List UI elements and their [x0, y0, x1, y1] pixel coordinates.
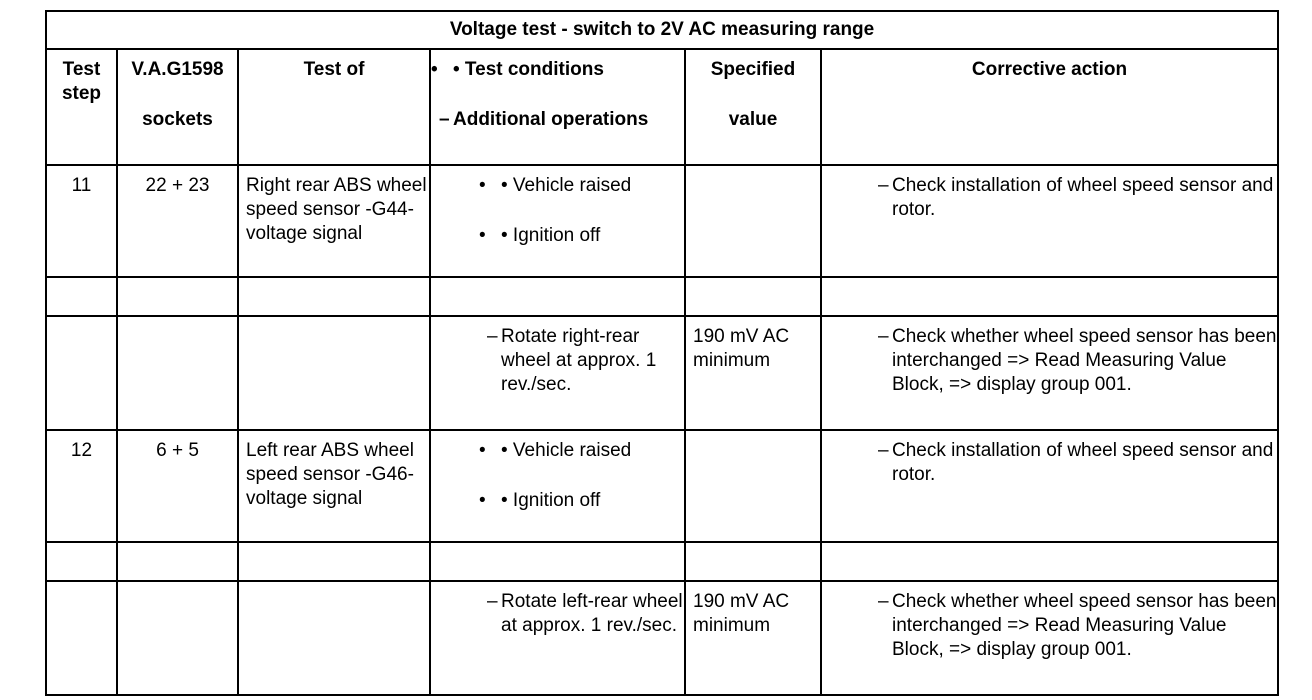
dash-icon: – [878, 440, 889, 461]
corrective-cell [821, 430, 1278, 542]
operation-text: Rotate right-rear wheel at approx. 1 rev./sec. [501, 326, 657, 395]
empty-cell [238, 581, 430, 695]
dash-icon: – [878, 591, 889, 612]
empty-cell [821, 277, 1278, 316]
header-sockets-line1: V.A.G1598 [131, 59, 224, 80]
empty-cell [821, 542, 1278, 581]
dash-icon: – [878, 326, 889, 347]
empty-cell [117, 277, 238, 316]
operation-cell [430, 581, 685, 695]
bullet-icon: • [479, 225, 486, 246]
header-test-of-label: Test of [303, 59, 365, 80]
condition-item: • Vehicle raised [501, 175, 632, 196]
conditions-cell [430, 165, 685, 277]
conditions-cell [430, 430, 685, 542]
specified-value-cell: 190 mV AC minimum [685, 581, 821, 695]
title-row [46, 11, 1278, 49]
header-corrective [821, 49, 1278, 165]
corrective-text: Check whether wheel speed sensor has been interchanged => Read Measuring Value Block, => display group 001. [892, 326, 1277, 395]
dash-icon: – [439, 109, 450, 130]
corrective-cell [821, 316, 1278, 430]
table-row [46, 165, 1278, 277]
spacer-row [46, 542, 1278, 581]
header-test-of [238, 49, 430, 165]
dash-icon: – [878, 175, 889, 196]
empty-cell [430, 277, 685, 316]
header-specified-line1: Specified [710, 59, 796, 80]
test-of-cell: Left rear ABS wheel speed sensor -G46- voltage signal [238, 430, 430, 542]
header-sockets [117, 49, 238, 165]
condition-item: • Ignition off [501, 490, 601, 511]
corrective-cell [821, 581, 1278, 695]
voltage-test-table [45, 10, 1279, 696]
header-row [46, 49, 1278, 165]
header-specified-line2: value [728, 109, 778, 130]
header-specified [685, 49, 821, 165]
header-sockets-line2: sockets [142, 109, 213, 130]
header-test-step [46, 49, 117, 165]
bullet-icon: • [479, 440, 486, 461]
step-cell: 12 [46, 430, 117, 542]
empty-cell [430, 542, 685, 581]
table-row [46, 316, 1278, 430]
empty-cell [117, 316, 238, 430]
header-additional-label: Additional operations [453, 109, 649, 130]
specified-cell [685, 430, 821, 542]
empty-cell [46, 277, 117, 316]
specified-cell [685, 165, 821, 277]
sockets-cell: 22 + 23 [117, 165, 238, 277]
table-row [46, 430, 1278, 542]
dash-icon: – [487, 591, 498, 612]
header-conditions [430, 49, 685, 165]
condition-item: • Vehicle raised [501, 440, 632, 461]
test-of-cell: Right rear ABS wheel speed sensor -G44- voltage signal [238, 165, 430, 277]
step-cell: 11 [46, 165, 117, 277]
empty-cell [685, 277, 821, 316]
operation-text: Rotate left-rear wheel at approx. 1 rev./sec. [501, 591, 683, 636]
spacer-row [46, 277, 1278, 316]
bullet-icon: • [479, 490, 486, 511]
corrective-text: Check installation of wheel speed sensor and rotor. [892, 440, 1274, 485]
empty-cell [238, 542, 430, 581]
table-title: Voltage test - switch to 2V AC measuring range [46, 11, 1278, 49]
empty-cell [117, 542, 238, 581]
empty-cell [46, 581, 117, 695]
header-conditions-label: • Test conditions [453, 59, 604, 80]
condition-item: • Ignition off [501, 225, 601, 246]
bullet-icon: • [479, 175, 486, 196]
empty-cell [238, 277, 430, 316]
empty-cell [685, 542, 821, 581]
corrective-text: Check installation of wheel speed sensor and rotor. [892, 175, 1274, 220]
dash-icon: – [487, 326, 498, 347]
header-corrective-label: Corrective action [971, 59, 1128, 80]
corrective-text: Check whether wheel speed sensor has been interchanged => Read Measuring Value Block, => display group 001. [892, 591, 1277, 660]
corrective-cell [821, 165, 1278, 277]
bullet-icon: • [431, 59, 438, 80]
table-row [46, 581, 1278, 695]
header-test-step-label: Test step [61, 59, 102, 104]
empty-cell [46, 316, 117, 430]
empty-cell [46, 542, 117, 581]
empty-cell [238, 316, 430, 430]
empty-cell [117, 581, 238, 695]
specified-value-cell: 190 mV AC minimum [685, 316, 821, 430]
operation-cell [430, 316, 685, 430]
sockets-cell: 6 + 5 [117, 430, 238, 542]
